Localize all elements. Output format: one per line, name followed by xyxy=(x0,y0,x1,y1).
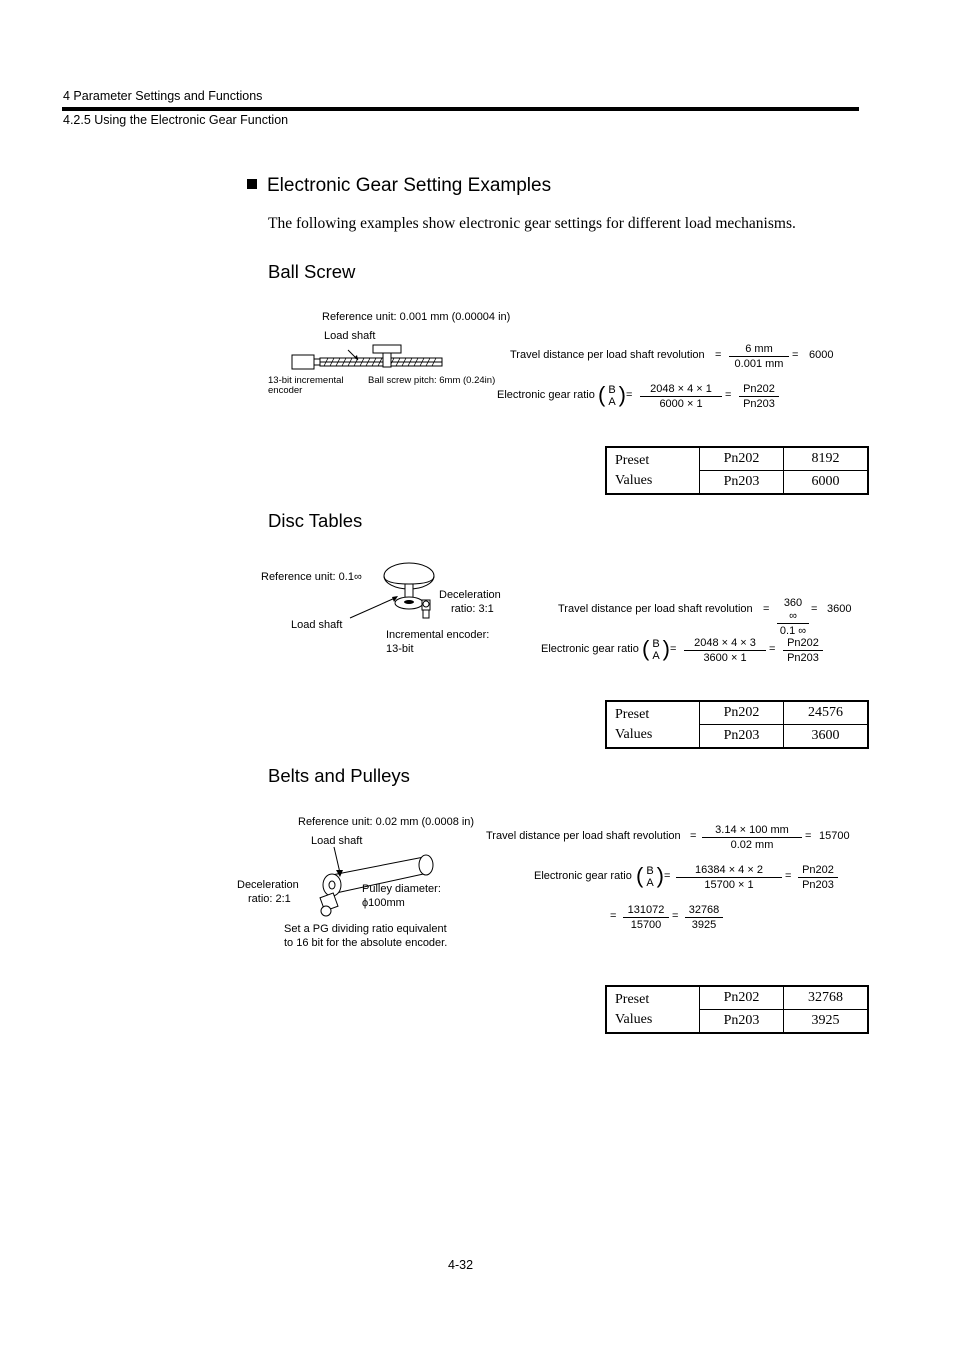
disc-table-diagram xyxy=(340,558,440,628)
equals-sign: = xyxy=(690,830,697,842)
paren-open: ( xyxy=(636,863,644,888)
belts-heading: Belts and Pulleys xyxy=(268,765,410,786)
equals-sign: = xyxy=(672,910,679,922)
equals-sign: = xyxy=(763,603,770,615)
preset-label-line-1: Preset xyxy=(615,452,650,468)
ball-screw-ref-unit: Reference unit: 0.001 mm (0.00004 in) xyxy=(322,311,511,323)
fraction-numerator: 360 ∞ xyxy=(777,597,809,624)
page-number: 4-32 xyxy=(448,1258,474,1272)
ball-screw-heading: Ball Screw xyxy=(268,261,356,282)
preset-label-line-1: Preset xyxy=(615,706,650,722)
fraction-denominator: 3925 xyxy=(691,919,717,931)
fraction-numerator: Pn202 xyxy=(739,383,779,397)
preset-label xyxy=(606,701,700,748)
equals-sign: = xyxy=(769,643,776,655)
equals-sign: = xyxy=(792,349,799,361)
disc-travel-fraction xyxy=(777,597,809,638)
param-cell: Pn202 xyxy=(700,986,784,1010)
ratio-b: B xyxy=(608,384,616,396)
equals-sign: = xyxy=(785,870,792,882)
belts-decel-label: Deceleration xyxy=(237,879,299,891)
ratio-a: A xyxy=(646,877,654,889)
belts-reduced-fraction-1 xyxy=(623,904,669,932)
belts-load-shaft-label: Load shaft xyxy=(311,835,363,847)
belts-decel-ratio: ratio: 2:1 xyxy=(248,893,291,905)
equals-sign: = xyxy=(725,389,732,401)
chapter-header: 4 Parameter Settings and Functions xyxy=(63,89,263,103)
value-cell: 3600 xyxy=(784,725,869,749)
bullet-square-icon xyxy=(247,179,257,189)
disc-gear-fraction xyxy=(684,637,766,665)
preset-label-line-2: Values xyxy=(615,1011,653,1027)
preset-label-line-1: Preset xyxy=(615,991,650,1007)
disc-load-shaft-label: Load shaft xyxy=(291,619,343,631)
fraction-denominator: Pn203 xyxy=(743,398,775,410)
ball-screw-travel-label: Travel distance per load shaft revolution xyxy=(510,349,705,361)
fraction-numerator: 2048 × 4 × 1 xyxy=(640,383,722,397)
disc-encoder-label: Incremental encoder: xyxy=(386,629,490,641)
ball-screw-diagram xyxy=(288,340,448,375)
ba-ratio xyxy=(598,382,626,408)
param-cell: Pn203 xyxy=(700,1010,784,1034)
ball-screw-gear-fraction xyxy=(640,383,722,411)
paren-close: ) xyxy=(662,636,670,661)
preset-label-line-2: Values xyxy=(615,472,653,488)
param-cell: Pn203 xyxy=(700,725,784,749)
header-rule xyxy=(62,107,859,111)
paren-open: ( xyxy=(642,636,650,661)
param-cell: Pn203 xyxy=(700,471,784,495)
fraction-denominator: 0.1 ∞ xyxy=(779,625,807,637)
paren-open: ( xyxy=(598,382,606,407)
ball-screw-travel-fraction xyxy=(729,343,789,371)
fraction-denominator: Pn203 xyxy=(802,879,834,891)
belts-reduced-fraction-2 xyxy=(685,904,723,932)
paren-close: ) xyxy=(618,382,626,407)
preset-label xyxy=(606,986,700,1033)
disc-heading: Disc Tables xyxy=(268,510,363,531)
paren-close: ) xyxy=(656,863,664,888)
equals-sign: = xyxy=(610,910,617,922)
fraction-numerator: 32768 xyxy=(685,904,723,918)
ratio-a: A xyxy=(652,650,660,662)
ba-ratio xyxy=(642,636,670,662)
fraction-numerator: Pn202 xyxy=(798,864,838,878)
fraction-denominator: 0.02 mm xyxy=(730,839,774,851)
equals-sign: = xyxy=(626,389,633,401)
ball-screw-gear-label: Electronic gear ratio xyxy=(497,389,595,401)
fraction-denominator: 3600 × 1 xyxy=(703,652,747,664)
section-title-text: Electronic Gear Setting Examples xyxy=(267,175,552,196)
value-cell: 24576 xyxy=(784,701,869,725)
equals-sign: = xyxy=(805,830,812,842)
equals-sign: = xyxy=(670,643,677,655)
section-title xyxy=(247,175,551,197)
belts-travel-fraction xyxy=(702,824,802,852)
disc-travel-result: 3600 xyxy=(827,603,852,615)
disc-pn-fraction xyxy=(783,637,823,665)
belts-pn-fraction xyxy=(798,864,838,892)
equals-sign: = xyxy=(811,603,818,615)
param-cell: Pn202 xyxy=(700,447,784,471)
belts-note-line-2: to 16 bit for the absolute encoder. xyxy=(284,937,448,949)
preset-label xyxy=(606,447,700,494)
section-header: 4.2.5 Using the Electronic Gear Function xyxy=(63,113,289,127)
disc-encoder-bits: 13-bit xyxy=(386,643,414,655)
table-row xyxy=(606,447,868,471)
table-row xyxy=(606,986,868,1010)
ball-screw-load-shaft-label: Load shaft xyxy=(324,330,376,342)
ba-ratio xyxy=(636,863,664,889)
fraction-numerator: 16384 × 4 × 2 xyxy=(676,864,782,878)
fraction-denominator: 0.001 mm xyxy=(734,358,784,370)
ball-screw-preset-table xyxy=(605,446,869,495)
param-cell: Pn202 xyxy=(700,701,784,725)
fraction-denominator: 15700 × 1 xyxy=(704,879,754,891)
fraction-numerator: Pn202 xyxy=(783,637,823,651)
preset-label-line-2: Values xyxy=(615,726,653,742)
belts-travel-label: Travel distance per load shaft revolution xyxy=(486,830,681,842)
ball-screw-pn-fraction xyxy=(739,383,779,411)
ratio-b: B xyxy=(652,638,660,650)
belts-travel-result: 15700 xyxy=(819,830,850,842)
table-row xyxy=(606,701,868,725)
equals-sign: = xyxy=(664,870,671,882)
pulley-diameter-label: Pulley diameter: xyxy=(362,883,441,895)
ratio-a: A xyxy=(608,396,616,408)
belts-gear-label: Electronic gear ratio xyxy=(534,870,632,882)
value-cell: 32768 xyxy=(784,986,869,1010)
ball-screw-encoder-label: 13-bit incremental xyxy=(268,375,344,386)
value-cell: 3925 xyxy=(784,1010,869,1034)
disc-preset-table xyxy=(605,700,869,749)
intro-text: The following examples show electronic gear settings for different load mechanisms. xyxy=(268,215,796,232)
equals-sign: = xyxy=(715,349,722,361)
disc-travel-label: Travel distance per load shaft revolution xyxy=(558,603,753,615)
fraction-numerator: 6 mm xyxy=(729,343,789,357)
ball-screw-encoder-label-2: encoder xyxy=(268,385,303,396)
disc-decel-ratio: ratio: 3:1 xyxy=(451,603,494,615)
disc-ref-unit: Reference unit: 0.1∞ xyxy=(261,571,362,583)
disc-gear-label: Electronic gear ratio xyxy=(541,643,639,655)
fraction-denominator: 15700 xyxy=(630,919,662,931)
belts-note-line-1: Set a PG dividing ratio equivalent xyxy=(284,923,447,935)
value-cell: 8192 xyxy=(784,447,869,471)
fraction-denominator: Pn203 xyxy=(787,652,819,664)
fraction-denominator: 6000 × 1 xyxy=(659,398,703,410)
fraction-numerator: 3.14 × 100 mm xyxy=(702,824,802,838)
disc-decel-label: Deceleration xyxy=(439,589,501,601)
pulley-diameter-value: ϕ100mm xyxy=(362,897,405,909)
belts-preset-table xyxy=(605,985,869,1034)
belts-ref-unit: Reference unit: 0.02 mm (0.0008 in) xyxy=(298,816,475,828)
ball-screw-travel-result: 6000 xyxy=(809,349,834,361)
fraction-numerator: 131072 xyxy=(623,904,669,918)
fraction-numerator: 2048 × 4 × 3 xyxy=(684,637,766,651)
ratio-b: B xyxy=(646,865,654,877)
value-cell: 6000 xyxy=(784,471,869,495)
belts-gear-fraction xyxy=(676,864,782,892)
ball-screw-pitch-label: Ball screw pitch: 6mm (0.24in) xyxy=(368,375,496,386)
